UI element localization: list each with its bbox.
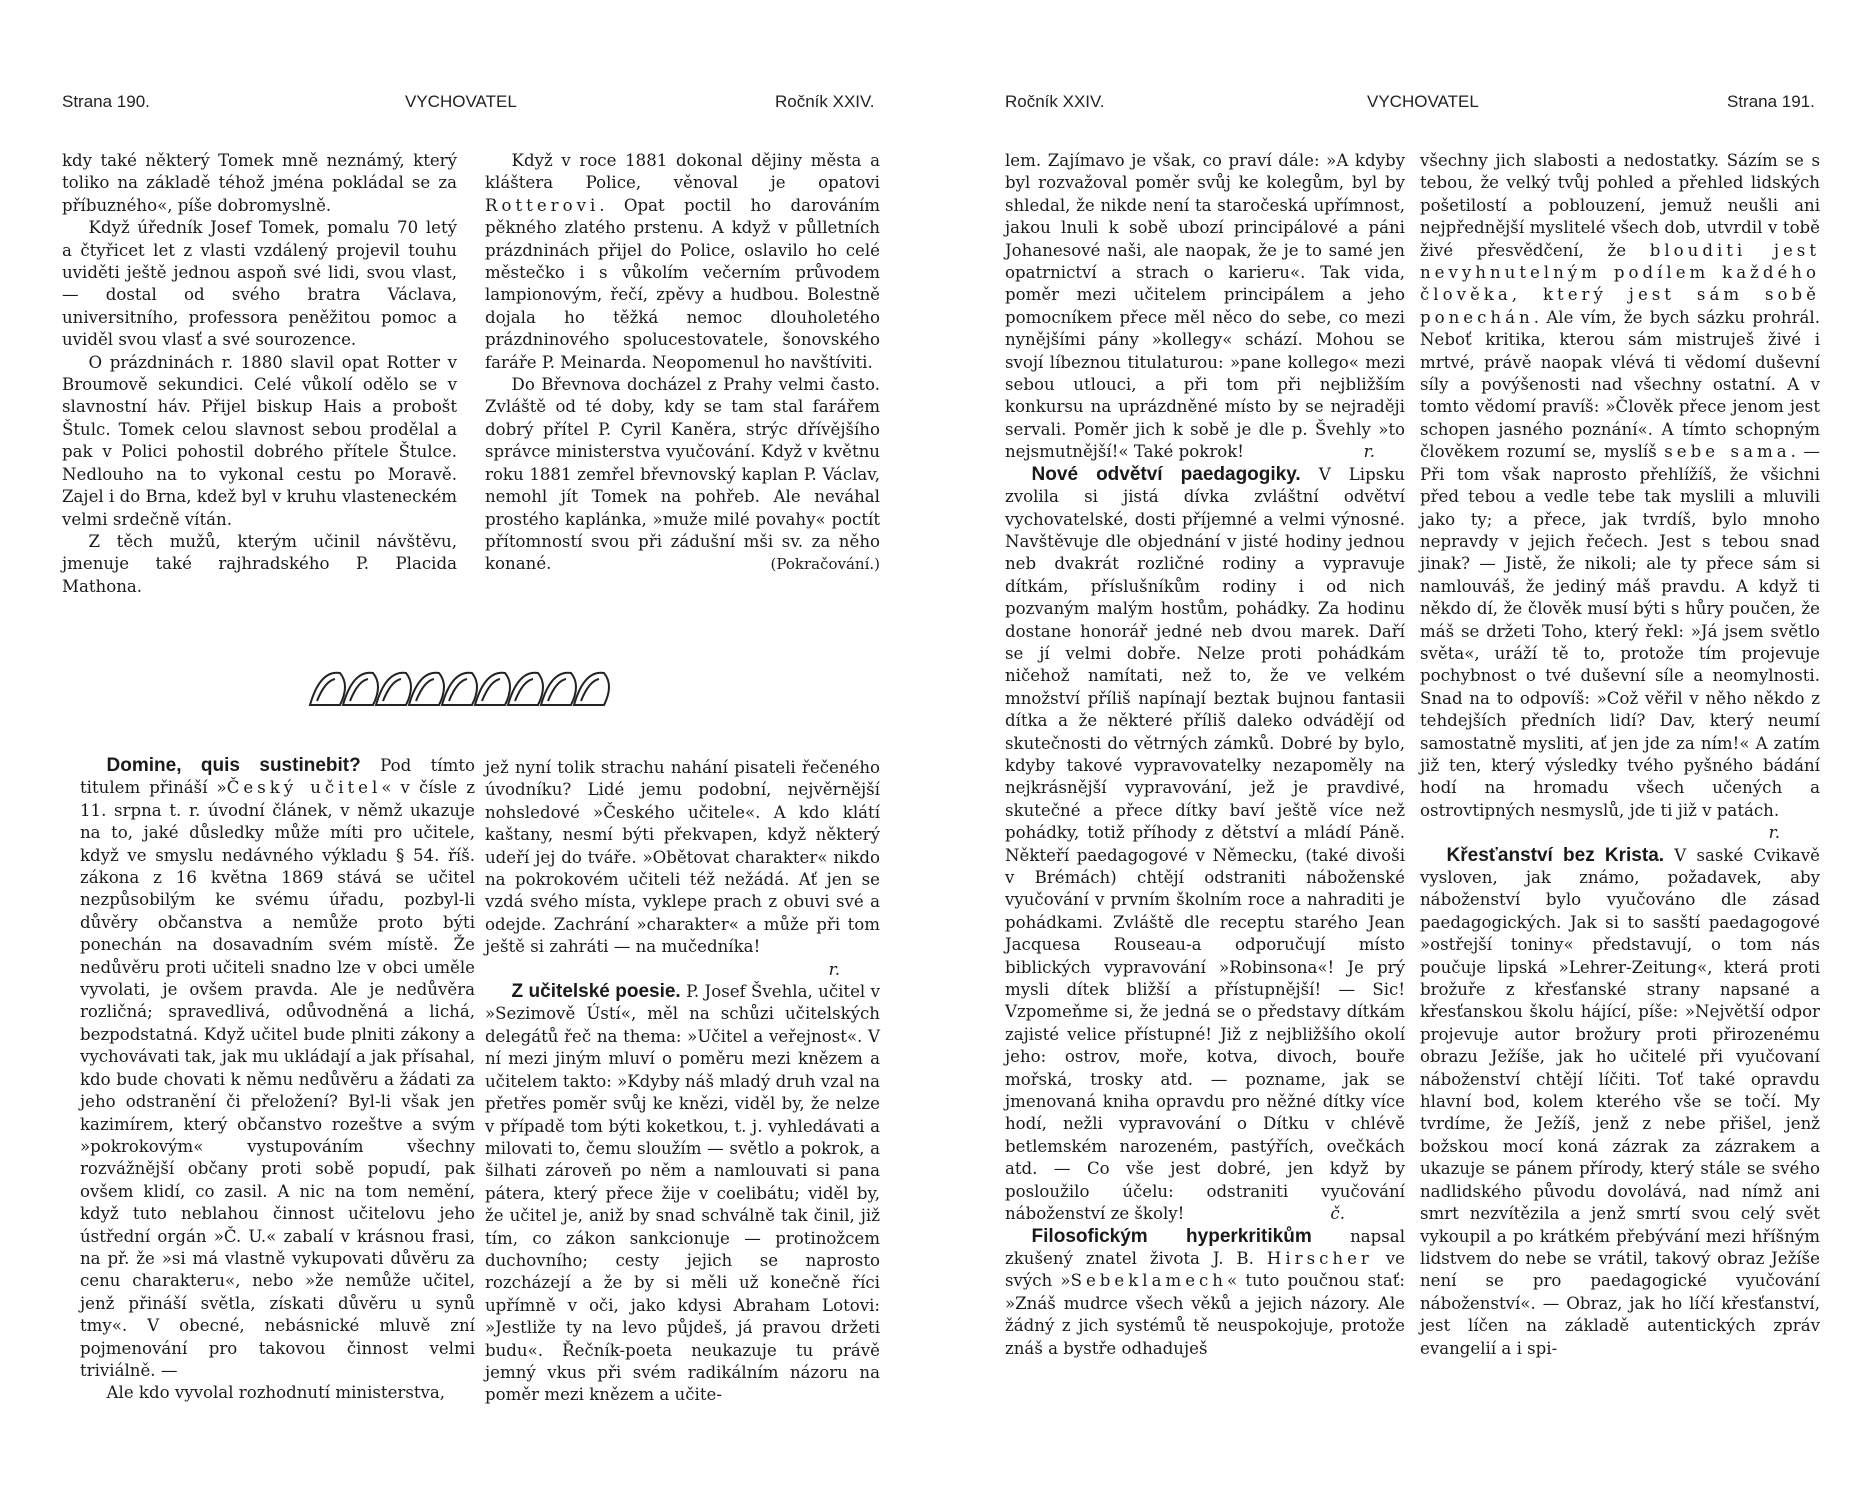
continuation-note: (Pokračování.)	[770, 555, 880, 574]
signature: č.	[1330, 1204, 1345, 1224]
page-number: Strana 191.	[1727, 92, 1815, 111]
spaced-name: Hirscher	[1266, 1248, 1373, 1268]
text-run: « v čísle z 11. srpna t. r. úvodní článek, v němž ukazuje na to, jaké důsledky může míti pro učitele, když ve smyslu nedávného výkladu § 54. říš. zákona z 16 května 1869 stává se učitel nezpůsobilým ke svému úřadu, pozbyl-li důvěry občanstva a nemůže proto býti ponechán na dosavadním svém místě. Že nedůvěru proti učiteli snadno lze v obci uměle vyvolati, je ovšem pravda. Ale je nedůvěra rozličná; spravedlivá, odůvodněná a lichá, bezpodstatná. Když učitel bude plniti zákony a vychovávati tak, jak mu ukládají a jak přísahal, kdo bude chovati k němu nedůvěru a žádati za jeho odstranění či přeložení? Byl-li však jen kazimírem, který občanstvo rozeštve a svým »pokrokovým« vystupováním všechny rozvážnější občany proti sobě popudí, pak ovšem klidí, co zasil. A nic na tom nemění, když tuto neblahou činnost učitelovu jeho ústřední orgán »Č. U.« zabalí v krásnou frasi, na př. že »si má vlastně vykupovati důvěru za cenu charakteru«, nebo »že nemůže učitel, jenž přináší světla, získati důvěru u synů tmy«. V obecné, nebásnické mluvě zní pojmenování pro takovou činnost velmi triviálně. —	[80, 778, 475, 1380]
right-col1	[1005, 150, 1405, 1360]
paragraph	[485, 757, 880, 981]
paragraph: kdy také některý Tomek mně neznámý, který toliko na základě téhož jména pokládal se za příbuzného«, píše dobromyslně.	[62, 151, 457, 215]
left-col4	[485, 757, 880, 1407]
text-run: napsal zkušený znatel života J. B.	[1005, 1226, 1405, 1268]
text-run: Do Břevnova docházel z Prahy velmi často. Zvláště od té doby, kdy se tam stal farářem dobrý přítel P. Cyril Kaněra, strýc dřívějšího správce ministerstva vyučování. Když v květnu roku 1881 zemřel břevnovský kaplan P. Václav, nemohl jít Tomek na pohřeb. Ale neváhal prostého kaplánka, »muže milé povahy« poctít přítomností svou při zádušní mši sv. za něho konané.	[485, 375, 880, 574]
text-run: . Ale vím, že bych sázku prohrál. Neboť kritika, kterou sám mistruješ živé i mrtvé, právě naopak vlévá ti vědomí duševní síly a povýšenosti nad všechny ostatní. A v tomto vědomí pravíš: »Člověk přece jenom jest schopen jasného poznání«. A tímto schopným člověkem rozumí se, myslíš	[1420, 307, 1820, 462]
spaced-name: Rotterovi	[485, 195, 600, 215]
paragraph: Když úředník Josef Tomek, pomalu 70 letý a čtyřicet let z vlasti vzdálený projevil touhu uviděti ještě jednou aspoň své lidi, svou vlast, — dostal od svého bratra Václava, universitního, professora peněžitou pomoc a uviděl svou vlasť a své sourozence.	[62, 218, 457, 350]
article-title: Křesťanství bez Krista.	[1446, 844, 1665, 866]
journal-title: VYCHOVATEL	[405, 92, 517, 111]
left-col1	[62, 150, 457, 598]
text-run: . Opat poctil ho darováním pěkného zlatého prstenu. A když v půlletních prázdninách přijel do Police, oslavilo ho celé městečko i s vůkolím večerním průvodem lampionovým, řečí, zpěvy a hudbou. Bolestně dojala ho těžká nemoc dlouholetého prázdninového spolucestovatele, šonovského faráře P. Meinarda. Neopomenul ho navštíviti.	[485, 195, 880, 372]
text-run: všechny jich slabosti a nedostatky. Sázím se s tebou, že velký tvůj pohled a přehled lidských pošetilostí a poblouzení, jemuž neušli ani nejpřednější myslitelé všech dob, utvrdil v tobě živé přesvědčení, že	[1420, 151, 1820, 260]
paragraph: Z těch mužů, kterým učinil návštěvu, jmenuje také rajhradského P. Placida Mathona.	[62, 531, 457, 596]
paragraph	[1420, 150, 1820, 845]
ornament-divider	[305, 665, 635, 709]
signature: r.	[828, 959, 840, 979]
article-title: Z učitelské poesie.	[511, 981, 681, 1003]
spaced-phrase: blouditi jest nevyhnutelným podílem každého člověka, který jest sám sobě ponechán	[1420, 240, 1820, 327]
text-run: Když v roce 1881 dokonal dějiny města a kláštera Police, věnoval je opatovi	[485, 151, 880, 193]
volume-label: Ročník XXIV.	[775, 92, 875, 111]
text-run: lem. Zajímavo je však, co praví dále: »A kdyby byl rozvažoval poměr svůj ke kolegům, byl by shledal, že nikde není ta staročeská upřímnost, jakou lnuli k sobě ubozí principálové a páni Johanesové naši, ale naopak, že je to samé jen opatrnictví a strach o karieru«. Tak vida, poměr mezi učitelem principálem a jeho pomocníkem přece měl něco do sebe, co mezi nynějšími pány »kollegy« schází. Mohou se svojí líbeznou titulaturou: »pane kollego« mezi sebou utlouci, a při tom při nejbližším konkursu na uprázdněné místo by se nejraději servali. Poměr jich k sobě je dle p. Švehly »to nejsmutnější!« Také pokrok!	[1005, 151, 1405, 462]
text-run: Pod tímto titulem přináší »	[80, 756, 475, 798]
article-title: Nové odvětví paedagogiky.	[1031, 463, 1301, 485]
article-title: Filosofickým hyperkritikům	[1031, 1225, 1312, 1247]
paragraph: O prázdninách r. 1880 slavil opat Rotter v Broumově sekundici. Celé vůkolí odělo se v slavnostní háv. Přijel biskup Hais a probošt Štulc. Tomek celou slavnost sebou prodělal a pak v Polici pohostil dobrého přítele Štulce. Nedlouho na to vykonal cestu po Moravě. Zajel i do Brna, kdež byl v kruhu vlasteneckém velmi srdečně vítán.	[62, 352, 457, 529]
text-run: « tuto poučnou stať: »Znáš mudrce všech věků a jejich názory. Ale žádný z jich systémů tě neuspokojuje, protože znáš a bystře odhaduješ	[1005, 1271, 1405, 1358]
right-page	[935, 0, 1870, 1501]
paragraph	[485, 981, 880, 1407]
paragraph: Ale kdo vyvolal rozhodnutí ministerstva,	[106, 1383, 446, 1403]
paragraph	[1005, 464, 1405, 1226]
text-run: jež nyní tolik strachu nahání pisateli řečeného úvodníku? Lidé jemu podobní, nejvěrnější nohsledové »Českého učitele«. A kdo klátí kaštany, nesmí býti překvapen, když některý udeří jej do tváře. »Obětovat charakter« nikdo na pokrokovém učiteli též nežádá. Ať jen se vzdá svého místa, vyklepe prach z obuvi své a odejde. Zachrání »charakter« a může při tom ještě si zahráti — na mučedníka!	[485, 758, 880, 957]
journal-title: VYCHOVATEL	[1367, 92, 1479, 111]
text-run: V Lipsku zvolila si jistá dívka zvláštní odvětví vychovatelské, dosti příjemné a velmi výnosné. Navštěvuje dle objednání v jisté hodiny jednou neb dvakrát rozličné rodiny a vypravuje dítkám, příslušníkům rodiny i od nich pozvaným malým hostům, pohádky. Za hodinu dostane honorář jedné neb dvou marek. Daří se jí velmi dobře. Nelze proti pohádkám ničehož namítati, než to, že ve velkém množství příliš napínají beztak bujnou fantasii dítka a že některé příliš daleko odvádějí od skutečnosti do větrných zámků. Dobré by bylo, kdyby takové vypravovatelky nezapoměly na nejkrásnější vypravování, jež je pravdivé, skutečné a přece dítky baví ještě více než pohádky, totiž příhody z dětství a mládí Páně. Někteří paedagogové v Německu, (také divoši v Brémách) chtějí odstraniti náboženské vyučování v prvním školním roce a nahraditi je pohádkami. Zvláště dle receptu starého Jean Jacquesa Rouseau-a odporučují místo biblických vypravování »Robinsona«! Je prý mysli dítek bližší a přístupnější! — Sic! Vzpomeňme si, že jedná se o představy dítkám zajisté velice přístupné! Již z nejbližšího okolí jeho: ostrov, moře, kotva, divoch, bouře mořská, trosky atd. — pozname, jak se jmenovaná kniha opravdu pro něžné dítky více hodí, nežli vypravování o Dítku v chlévě betlemském narozeném, pastýřích, ovečkách atd. — Co vše jest dobré, jen když by posloužilo účelu: odstraniti vyučování náboženství ze školy!	[1005, 464, 1405, 1224]
signature: r.	[1363, 442, 1375, 462]
text-run: P. Josef Švehla, učitel v »Sezimově Ústí«, měl na schůzi učitelských delegátů řeč na thema: »Učitel a veřejnost«. V ní mezi jiným mluví o poměru mezi knězem a učitelem takto: »Kdyby náš mladý druh vzal na přetřes poměr svůj ke knězi, viděl by, že nelze v případě tom býti koketkou, t. j. vyhledávati a milovati to, čemu sloužím — světlo a pokrok, a šilhati zároveň po něm a namlouvati si pana pátera, který přece žije v coelibátu; viděl by, že učitel je, aniž by snad schválně tak činil, již tím, co zákon sankcionuje — protinožcem duchovního; cesty jejich se naprosto rozcházejí a že by si měli už konečně říci upřímně v oči, jako kdysi Abraham Lotovi: »Jestliže ty na levo půjdeš, já pravou držeti budu«. Řečník-poeta neukazuje tu právě jemný vkus při svém radikálním názoru na poměr mezi knězem a učite-	[485, 982, 880, 1405]
spaced-name: Český učitel	[226, 778, 382, 798]
paragraph	[1005, 1226, 1405, 1360]
text-run: ve svých »	[1005, 1248, 1405, 1291]
paragraph	[80, 755, 475, 1382]
text-run: V saské Cvikavě vysloven, jak známo, požadavek, aby náboženství bylo vyučováno dle zásad paedagogických. Jak si to sasští paedagogové »ostřejší toniny« představují, o tom nás poučuje lipská »Lehrer-Zeitung«, která proti brožuře z křesťanské strany napsané a křesťanskou školu hájící, píše: »Největší odpor projevuje autor brožury proti přirozenému obrazu Ježíše, jak ho učitelé při vyučovaní náboženství chtějí líčiti. Toť také opravdu hlavní bod, kolem kterého vše se točí. My tvrdíme, že Ježíš, jenž z nebe přišel, jenž božskou mocí koná zázrak za zázrakem a ukazuje se pánem přírody, který stále se svého nadlidského původu dovolává, nad nímž ani smrt nezvítězila a jenž smrtí svou celý svět vykoupil a po krátkém přebývání mezi hříšným lidstvem do nebe se vrátil, takový obraz Ježíše není se pro paedagogické vyučování náboženství«. — Obraz, jak ho líčí křesťanství, jest líčen na základě autentických zpráv evangelií a i spi-	[1420, 845, 1820, 1358]
article-title: Domine, quis sustinebit?	[106, 755, 361, 776]
page-number: Strana 190.	[62, 92, 150, 111]
left-col2	[485, 150, 880, 576]
right-col2	[1420, 150, 1820, 1360]
paragraph	[485, 150, 880, 374]
volume-label: Ročník XXIV.	[1005, 92, 1105, 111]
left-col3	[80, 755, 475, 1405]
signature: r.	[1768, 823, 1780, 843]
left-header	[0, 92, 935, 122]
paragraph	[1420, 845, 1820, 1360]
spaced-phrase: sebe sama	[1664, 442, 1791, 462]
paragraph	[485, 374, 880, 576]
paragraph	[1005, 150, 1405, 464]
spaced-name: Sebeklamech	[1070, 1271, 1227, 1291]
right-header	[935, 92, 1870, 122]
text-run: . — Při tom však naprosto přehlížíš, že všichni před tebou a vedle tebe tak myslili a mluvili jako ty; a přece, jak tvrdíš, bylo mnoho nepravdy v jejich řečech. Jest s tebou snad jinak? — Jistě, že nikoli; ale ty přece sám si namlouváš, že jediný máš pravdu. A když ti někdo dí, že člověk musí býti s hůry poučen, že máš se držeti Toho, který řekl: »Já jsem světlo světa«, uráží tě to, protože tím projevuje pochybnost o tvé duševní síle a neomylnosti. Snad na to odpovíš: »Což věřil v něho někdo z tehdejších předních lidí? Dav, který neumí samostatně mysliti, ať jen jde za ním!« A zatím již ten, který výsledky tvého pyšného bádání hodí na hromadu všech učených a ostrovtipných nesmyslů, jde ti již v patách.	[1420, 442, 1820, 820]
